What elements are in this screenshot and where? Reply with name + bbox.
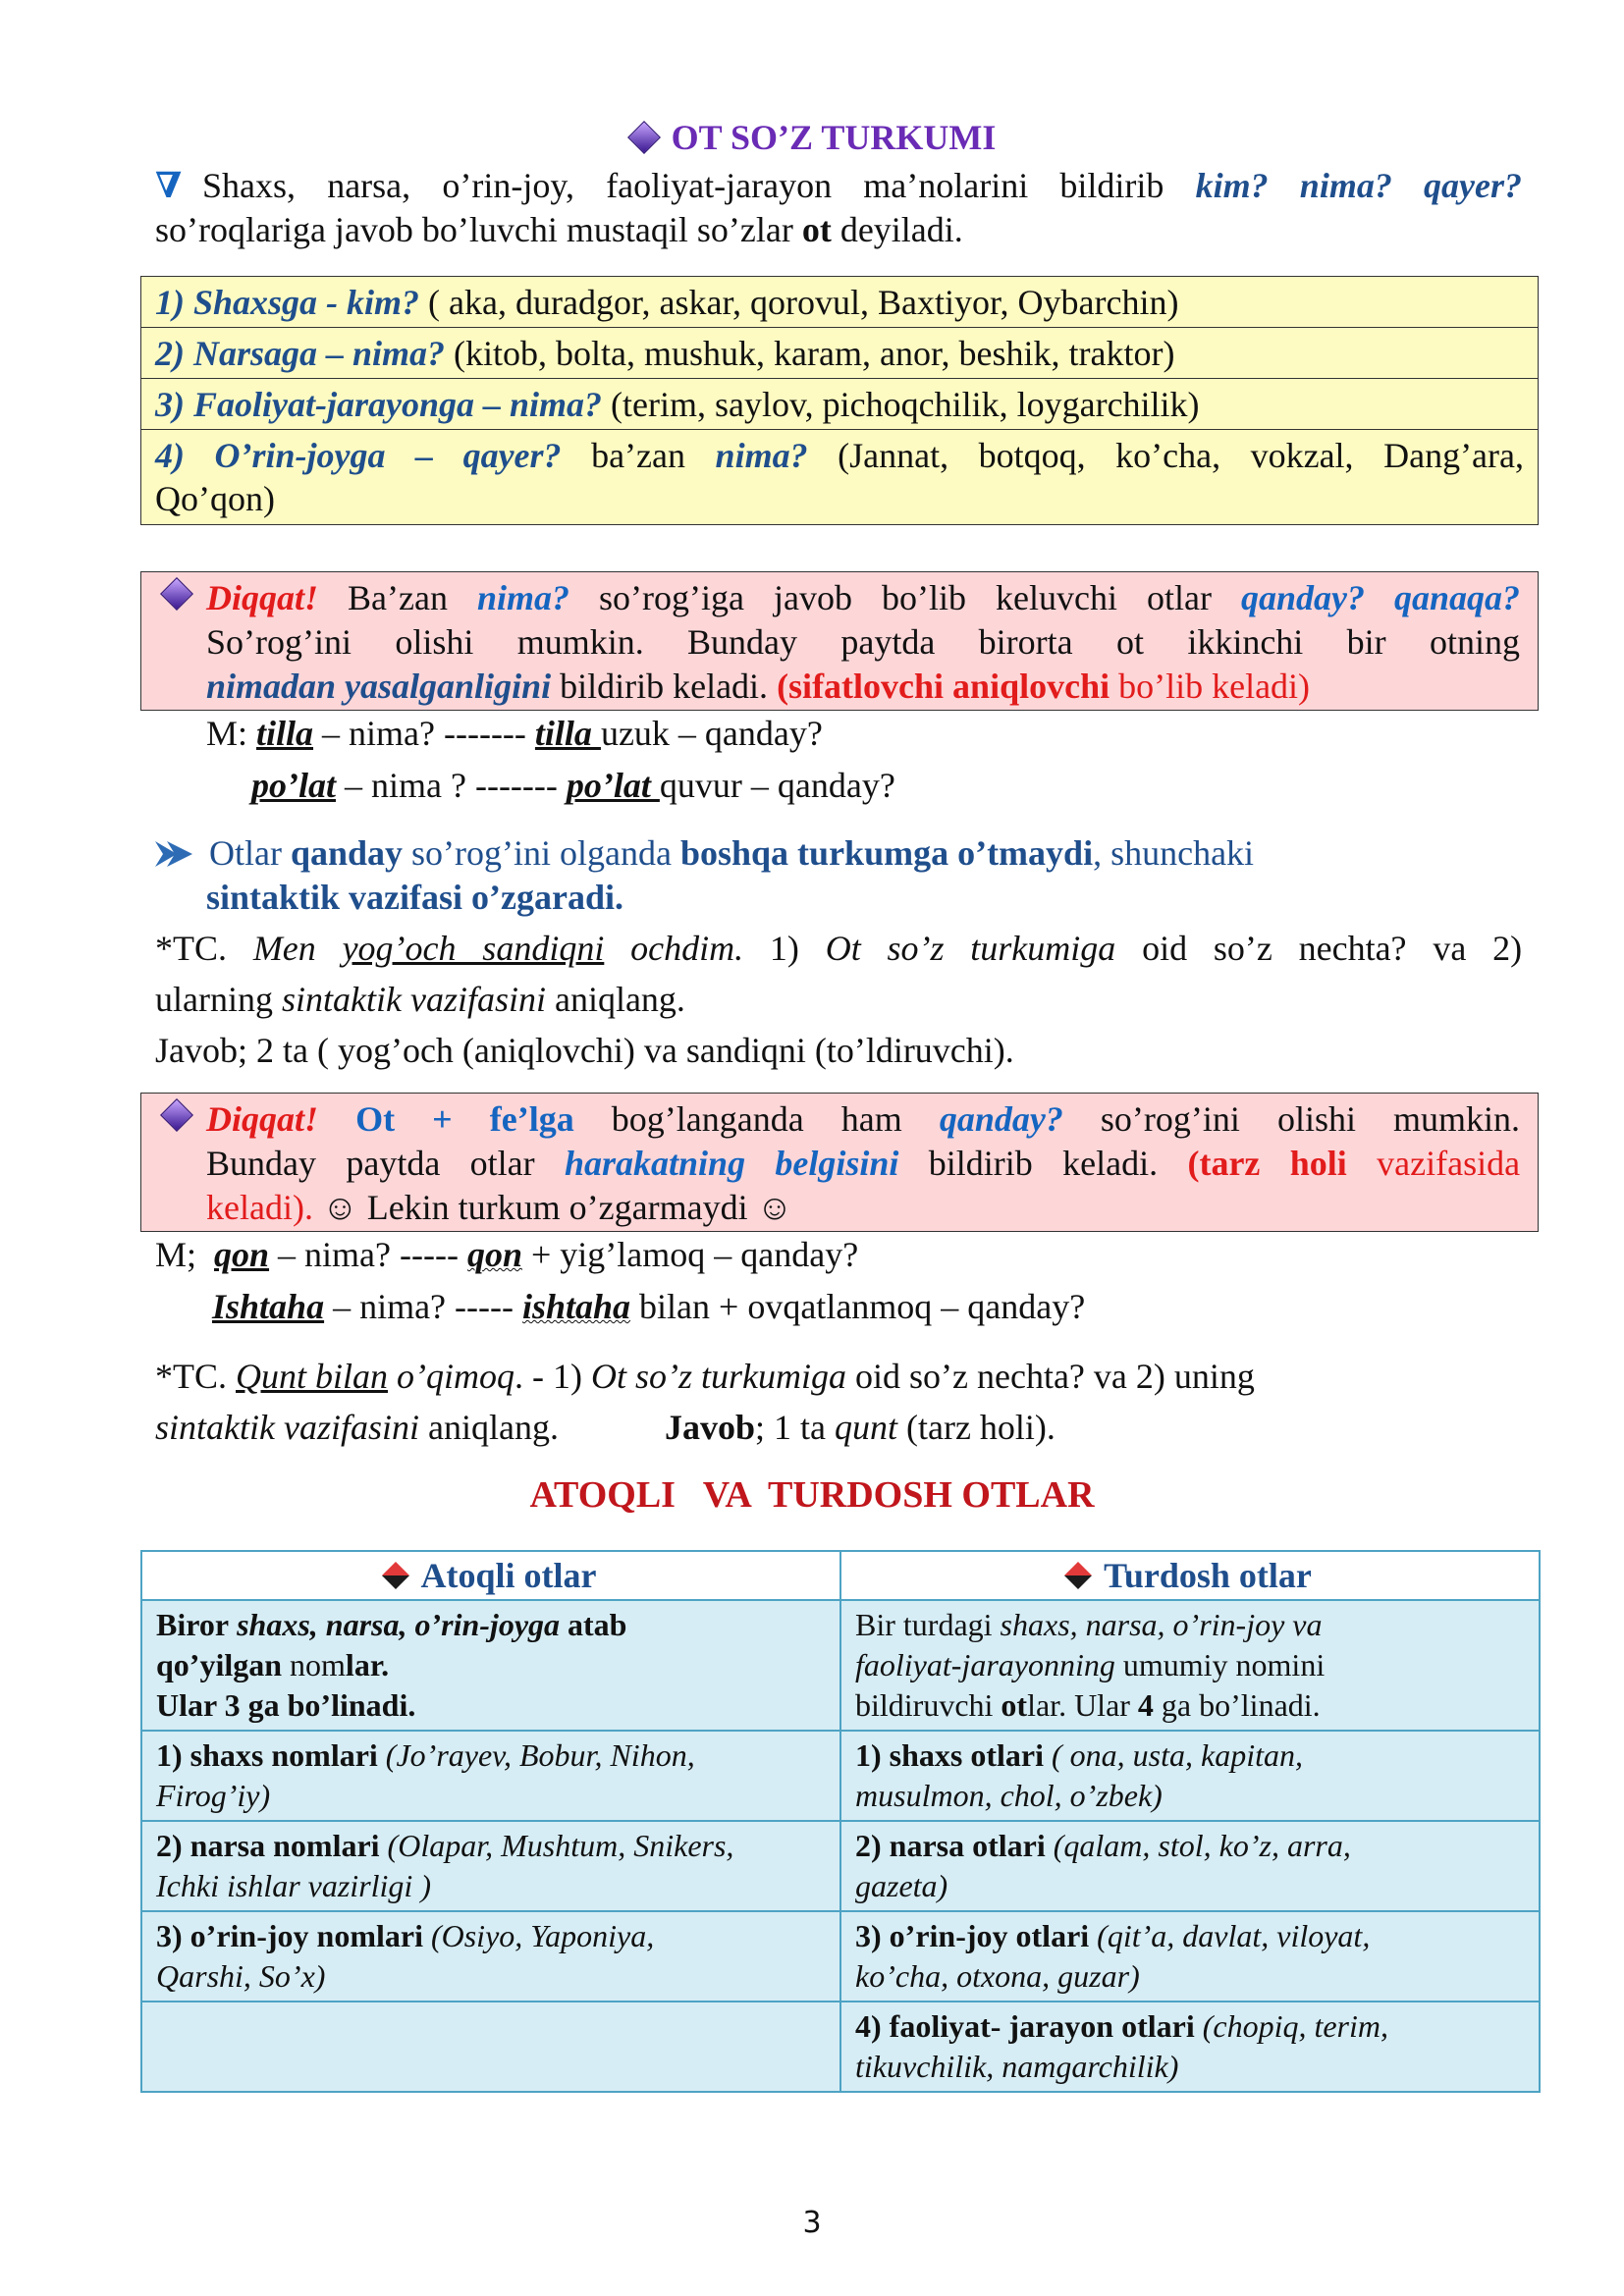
example-text: bilan + ovqatlanmoq – qanday?	[630, 1287, 1086, 1326]
intro-questions: kim? nima? qayer?	[1195, 166, 1522, 205]
cell-title: 3) o’rin-joy otlari	[855, 1918, 1090, 1953]
example-marker: M;	[155, 1235, 197, 1274]
task-question: Ot so’z turkumiga	[591, 1357, 847, 1396]
task-sentence-underlined: yog’och sandiqni	[342, 929, 605, 968]
cell-text: nom	[290, 1647, 346, 1682]
answer-label: Javob	[664, 1408, 755, 1447]
cell-text: lar.	[345, 1647, 390, 1682]
note-text: , shunchaki	[1093, 833, 1255, 873]
category-examples: (terim, saylov, pichoqchilik, loygarchilik)	[602, 385, 1200, 424]
task-number: . - 1)	[514, 1357, 583, 1396]
table-cell	[840, 1821, 1540, 1911]
cell-examples: Ichki ishlar vazirligi )	[156, 1868, 431, 1903]
category-examples: (kitob, bolta, mushuk, karam, anor, beshik, traktor)	[445, 334, 1175, 373]
category-row-4	[141, 430, 1538, 524]
note-text: bildirib keladi.	[560, 667, 769, 706]
example-1-line-2	[251, 764, 895, 807]
example-word: Ishtaha	[212, 1287, 325, 1326]
section-title: ATOQLI VA TURDOSH OTLAR	[529, 1474, 1095, 1516]
note-question: nima?	[476, 578, 570, 617]
header-atoqli: Atoqli otlar	[420, 1556, 597, 1595]
cell-examples: (chopiq, terim,	[1202, 2008, 1388, 2044]
cell-title: 2) narsa otlari	[855, 1828, 1046, 1863]
cell-text: atab	[568, 1607, 627, 1642]
table-cell	[840, 1911, 1540, 2002]
task-question: aniqlang.	[427, 1408, 559, 1447]
intro-text-c: deyiladi.	[839, 210, 963, 249]
example-text: – nima? -----	[324, 1287, 522, 1326]
arrow-icon	[155, 835, 194, 879]
category-examples: ( aka, duradgor, askar, qorovul, Baxtiyor, Oybarchin)	[419, 283, 1179, 322]
cell-examples: tikuvchilik, namgarchilik)	[855, 2049, 1179, 2084]
example-word: qon	[466, 1235, 522, 1274]
category-text: ba’zan	[591, 436, 686, 475]
cell-title: 1) shaxs otlari	[855, 1737, 1044, 1773]
example-word: tilla	[534, 714, 601, 753]
category-label: 1) Shaxsga - kim?	[155, 283, 420, 322]
category-label: 3) Faoliyat-jarayonga – nima?	[155, 385, 603, 424]
cell-title: 2) narsa nomlari	[156, 1828, 380, 1863]
cell-text: shaxs, narsa, o’rin-joyga	[237, 1607, 561, 1642]
table-cell	[840, 1731, 1540, 1821]
header-turdosh: Turdosh otlar	[1104, 1556, 1312, 1595]
nabla-icon: ∇	[155, 166, 183, 205]
example-word: tilla	[256, 714, 314, 753]
note-question: qanday	[290, 833, 404, 873]
category-examples: (Jannat, botqoq, ko’cha, vokzal, Dang’ara,	[838, 436, 1525, 475]
task-marker: *TC.	[155, 929, 228, 968]
table-row	[141, 1600, 1540, 1731]
note-question: qanday?	[939, 1099, 1063, 1139]
cell-examples: (Osiyo, Yaponiya,	[430, 1918, 655, 1953]
answer-text: (tarz holi).	[905, 1408, 1056, 1447]
example-text: + yig’lamoq – qanday?	[521, 1235, 859, 1274]
task-question: aniqlang.	[554, 980, 685, 1019]
note-role-tail: bo’lib keladi)	[1118, 667, 1311, 706]
cell-examples: Qarshi, So’x)	[156, 1958, 326, 1994]
note-text: bildirib keladi.	[928, 1144, 1159, 1183]
task-question: sintaktik vazifasini	[155, 1408, 419, 1447]
note-role-tail: keladi).	[206, 1188, 313, 1227]
category-row-1	[141, 277, 1538, 328]
note-text: Otlar	[209, 833, 282, 873]
cell-text: Bir turdagi	[855, 1607, 993, 1642]
example-text: quvur – qanday?	[659, 766, 895, 805]
diamond-icon	[160, 1098, 193, 1132]
task-2-line-2	[155, 1406, 1056, 1449]
attention-box-2	[140, 1093, 1539, 1232]
cell-examples: gazeta)	[855, 1868, 948, 1903]
table-row	[141, 2002, 1540, 2092]
task-number: 1)	[769, 929, 799, 968]
note-emphasis: Ot + fe’lga	[355, 1099, 574, 1139]
note-text: so’rog’ini olganda	[411, 833, 672, 873]
table-cell	[141, 1731, 840, 1821]
diamond-icon	[381, 1562, 408, 1589]
cell-title: 3) o’rin-joy nomlari	[156, 1918, 423, 1953]
category-row-3	[141, 379, 1538, 430]
cell-examples: (qalam, stol, ko’z, arra,	[1053, 1828, 1351, 1863]
example-text: uzuk – qanday?	[600, 714, 823, 753]
task-sentence: o’qimoq	[397, 1357, 515, 1396]
task-question: oid so’z nechta? va 2) uning	[855, 1357, 1255, 1396]
note-question: qanday? qanaqa?	[1240, 578, 1521, 617]
example-word: ishtaha	[521, 1287, 631, 1326]
note-text: So’rog’ini olishi mumkin. Bunday paytda birorta ot ikkinchi bir otning	[206, 622, 1520, 662]
task-sentence-underlined: Qunt bilan	[236, 1357, 389, 1396]
category-row-2	[141, 328, 1538, 379]
table-cell	[141, 1600, 840, 1731]
cell-examples: musulmon, chol, o’zbek)	[855, 1778, 1163, 1813]
table-row	[141, 1731, 1540, 1821]
note-text: so’rog’ini olishi mumkin.	[1100, 1099, 1521, 1139]
category-question: nima?	[715, 436, 808, 475]
cell-text: Ular 3 ga bo’linadi.	[156, 1687, 416, 1723]
example-word: qon	[214, 1235, 270, 1274]
task-question: sintaktik vazifasini	[281, 980, 546, 1019]
diamond-icon	[628, 122, 658, 151]
cell-examples: (qit’a, davlat, viloyat,	[1097, 1918, 1371, 1953]
cell-title: 1) shaxs nomlari	[156, 1737, 378, 1773]
example-2-line-1	[155, 1233, 858, 1276]
cell-examples: Firog’iy)	[156, 1778, 271, 1813]
table-header-row	[141, 1551, 1540, 1600]
task-1-answer: Javob; 2 ta ( yog’och (aniqlovchi) va sandiqni (to’ldiruvchi).	[155, 1031, 1014, 1070]
task-2-line-1	[155, 1355, 1255, 1398]
note-text: so’rog’iga javob bo’lib keluvchi otlar	[599, 578, 1212, 617]
note-text: Bunday paytda otlar	[206, 1144, 535, 1183]
cell-text: ga bo’linadi.	[1161, 1687, 1321, 1723]
cell-examples: ko’cha, otxona, guzar)	[855, 1958, 1140, 1994]
answer-word: qunt	[834, 1408, 897, 1447]
cell-examples: (Jo’rayev, Bobur, Nihon,	[385, 1737, 695, 1773]
note-text: Ba’zan	[348, 578, 448, 617]
attention-box-1	[140, 571, 1539, 711]
table-row	[141, 1821, 1540, 1911]
task-1-line-1	[155, 927, 1522, 970]
cell-text: Biror	[156, 1607, 230, 1642]
example-marker: M:	[206, 714, 248, 753]
table-cell	[141, 1821, 840, 1911]
note-emphasis: harakatning belgisini	[564, 1144, 899, 1183]
note-role: (tarz holi	[1187, 1144, 1347, 1183]
note-text: ☺ Lekin turkum o’zgarmaydi ☺	[321, 1188, 793, 1227]
cell-title: 4) faoliyat- jarayon otlari	[855, 2008, 1195, 2044]
example-1-line-1	[206, 712, 823, 755]
category-examples-cont: Qo’qon)	[155, 479, 275, 518]
intro-line-2	[155, 208, 963, 251]
category-label: 2) Narsaga – nima?	[155, 334, 446, 373]
table-cell-empty	[141, 2002, 840, 2092]
example-text: – nima ? -------	[336, 766, 567, 805]
noun-types-table	[140, 1550, 1541, 2093]
category-label: 4) O’rin-joyga – qayer?	[155, 436, 562, 475]
table-row	[141, 1911, 1540, 2002]
note-role-tail: vazifasida	[1377, 1144, 1521, 1183]
note-emphasis: nimadan yasalganligini	[206, 667, 552, 706]
attention-label: Diqqat!	[206, 578, 319, 617]
intro-text-a: Shaxs, narsa, o’rin-joy, faoliyat-jarayon ma’nolarini bildirib	[202, 166, 1164, 205]
table-header-cell	[141, 1551, 840, 1600]
cell-examples: (Olapar, Mushtum, Snikers,	[387, 1828, 734, 1863]
note-line-1	[155, 831, 1254, 879]
cell-text: umumiy nomini	[1122, 1647, 1326, 1682]
example-2-line-2	[212, 1285, 1085, 1328]
diamond-icon	[1064, 1562, 1092, 1589]
answer-text: ; 1 ta	[754, 1408, 826, 1447]
example-word: po’lat	[251, 766, 336, 805]
table-cell	[141, 1911, 840, 2002]
note-role: (sifatlovchi aniqlovchi	[777, 667, 1110, 706]
intro-term: ot	[801, 210, 832, 249]
attention-label: Diqqat!	[206, 1099, 319, 1139]
cell-text: faoliyat-jarayonning	[855, 1647, 1115, 1682]
note-emphasis: boshqa turkumga o’tmaydi	[679, 833, 1094, 873]
task-sentence: Men	[252, 929, 316, 968]
diamond-icon	[160, 577, 193, 611]
cell-text: shaxs, narsa, o’rin-joy va	[1000, 1607, 1323, 1642]
example-word: po’lat	[566, 766, 660, 805]
task-marker: *TC.	[155, 1357, 228, 1396]
table-cell	[840, 2002, 1540, 2092]
cell-text: qo’yilgan	[156, 1647, 283, 1682]
title-row	[0, 116, 1624, 159]
task-question: Ot so’z turkumiga	[825, 929, 1116, 968]
task-question: ularning	[155, 980, 273, 1019]
page-number: 3	[802, 2206, 822, 2240]
table-header-cell	[840, 1551, 1540, 1600]
cell-text: bildiruvchi	[855, 1687, 994, 1723]
cell-text: 4	[1137, 1687, 1154, 1723]
intro-text-b: so’roqlariga javob bo’luvchi mustaqil so’zlar	[155, 210, 793, 249]
example-text: – nima? -------	[313, 714, 535, 753]
cell-text: lar. Ular	[1027, 1687, 1130, 1723]
cell-text: ot	[1001, 1687, 1028, 1723]
cell-examples: ( ona, usta, kapitan,	[1052, 1737, 1303, 1773]
page-title: OT SO’Z TURKUMI	[671, 118, 997, 157]
table-cell	[840, 1600, 1540, 1731]
task-1-line-2	[155, 978, 685, 1021]
categories-box	[140, 276, 1539, 525]
task-question: oid so’z nechta? va 2)	[1142, 929, 1523, 968]
note-line-2: sintaktik vazifasi o’zgaradi.	[206, 878, 624, 917]
example-text: – nima? -----	[269, 1235, 467, 1274]
note-text: bog’langanda ham	[611, 1099, 902, 1139]
task-sentence: ochdim.	[630, 929, 744, 968]
